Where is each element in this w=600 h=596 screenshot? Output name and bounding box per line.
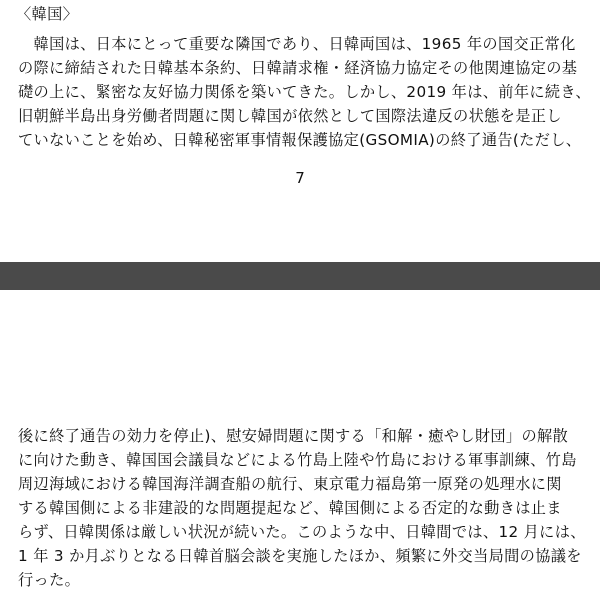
page-top — [0, 0, 600, 262]
body-line: 周辺海域における韓国海洋調査船の航行、東京電力福島第一原発の処理水に関 — [18, 475, 562, 493]
body-line: 1 年 3 か月ぶりとなる日韓首脳会談を実施したほか、頻繁に外交当局間の協議を — [18, 547, 582, 565]
body-line: 韓国は、日本にとって重要な隣国であり、日韓両国は、1965 年の国交正常化 — [18, 35, 576, 53]
body-line: の際に締結された日韓基本条約、日韓請求権・経済協力協定その他関連協定の基 — [18, 59, 578, 77]
body-line: ていないことを始め、日韓秘密軍事情報保護協定(GSOMIA)の終了通告(ただし、 — [18, 131, 582, 149]
page-number: 7 — [295, 169, 305, 187]
body-line: 後に終了通告の効力を停止)、慰安婦問題に関する「和解・癒やし財団」の解散 — [18, 427, 569, 445]
body-line: 礎の上に、緊密な友好協力関係を築いてきた。しかし、2019 年は、前年に続き、 — [18, 83, 591, 101]
page-break-gutter — [0, 262, 600, 290]
page-bottom — [0, 290, 600, 596]
body-line: 旧朝鮮半島出身労働者問題に関し韓国が依然として国際法違反の状態を是正し — [18, 107, 562, 125]
body-line: する韓国側による非建設的な問題提起など、韓国側による否定的な動きは止ま — [18, 499, 562, 517]
body-line: に向けた動き、韓国国会議員などによる竹島上陸や竹島における軍事訓練、竹島 — [18, 451, 577, 469]
body-line: 行った。 — [18, 571, 81, 589]
body-line: らず、日韓関係は厳しい状況が続いた。このような中、日韓間では、12 月には、 — [18, 523, 586, 541]
section-heading: 〈韓国〉 — [16, 5, 79, 23]
